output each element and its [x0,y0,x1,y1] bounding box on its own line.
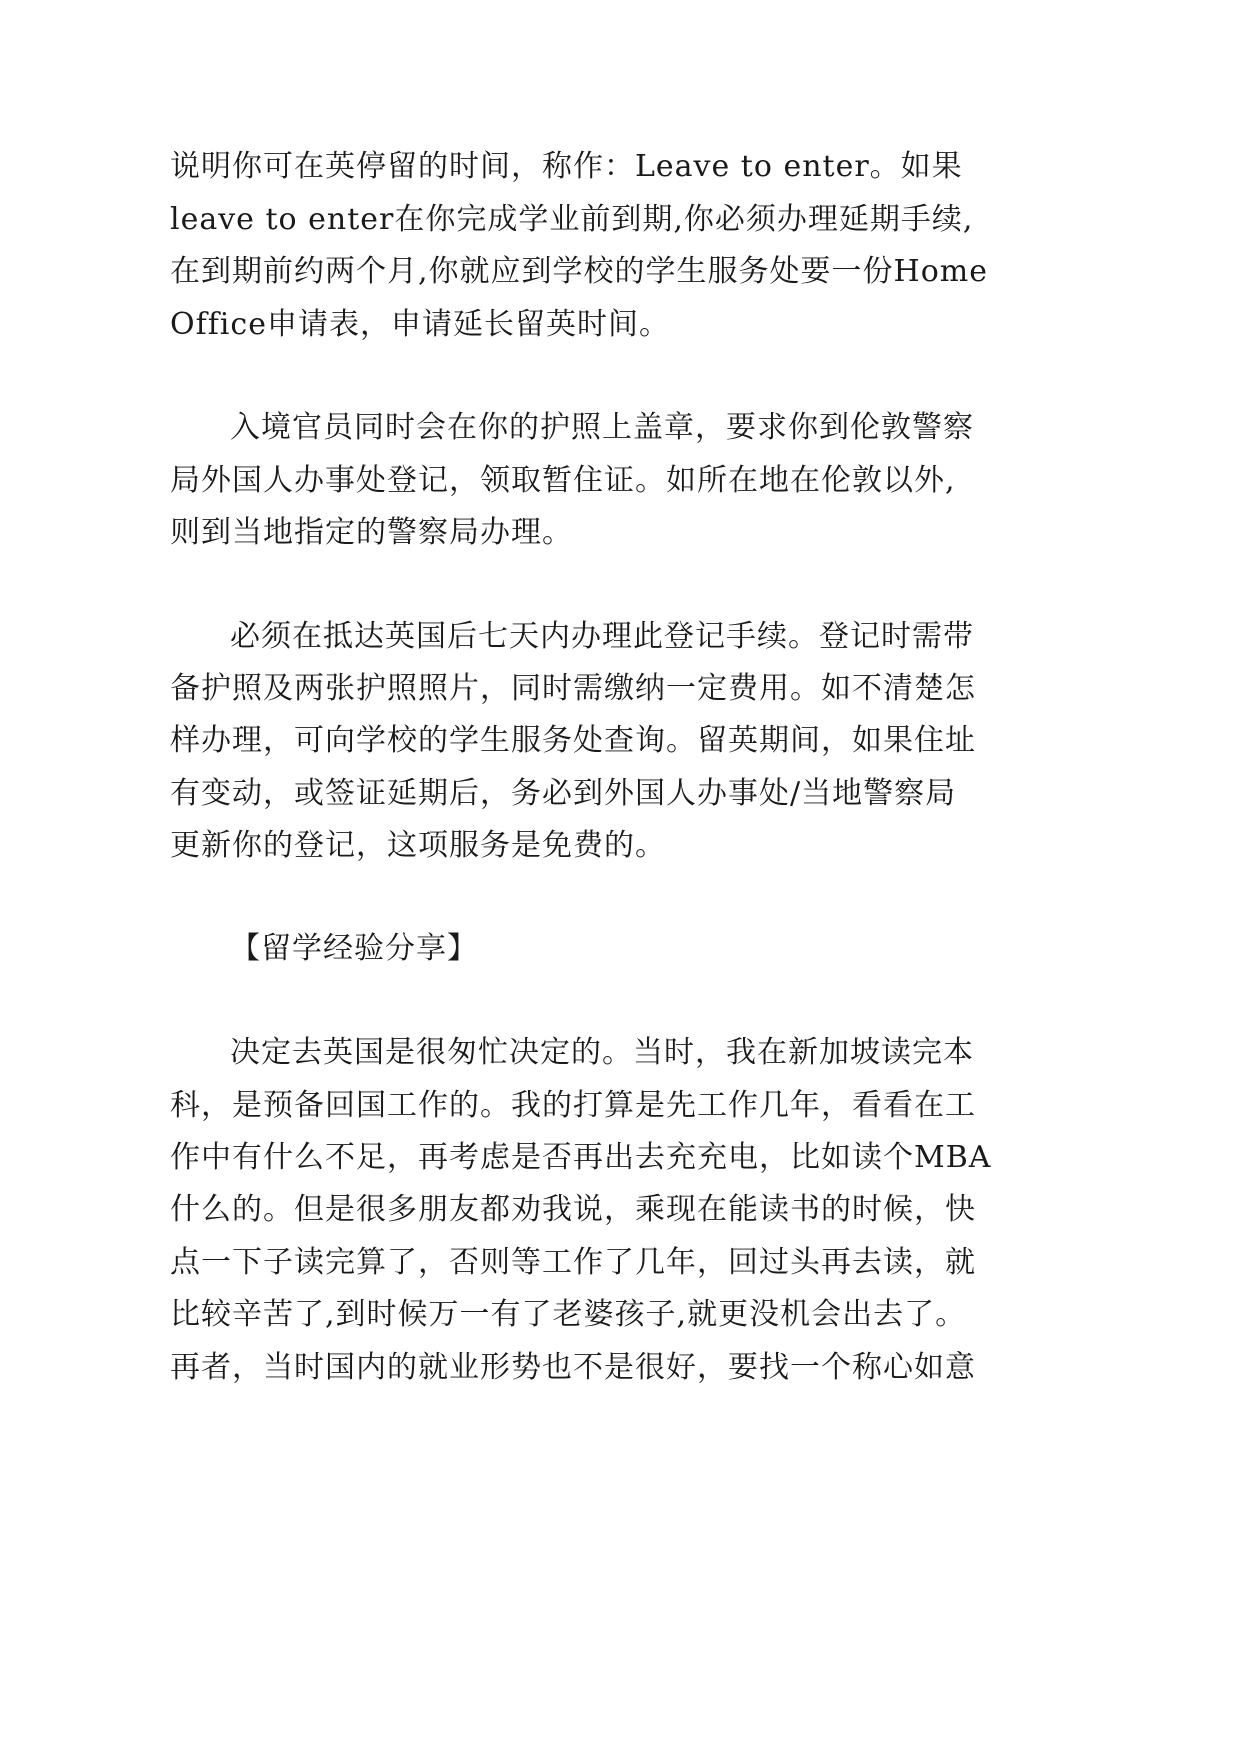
paragraph-line: 决定去英国是很匆忙决定的。当时，我在新加坡读完本 [230,1035,974,1070]
paragraph-line: 在到期前约两个月,你就应到学校的学生服务处要一份Home [170,254,988,289]
paragraph-line: 什么的。但是很多朋友都劝我说，乘现在能读书的时候，快 [170,1192,976,1227]
paragraph-line: 局外国人办事处登记，领取暂住证。如所在地在伦敦以外, [170,463,956,498]
paragraph-line: leave to enter在你完成学业前到期,你必须办理延期手续, [170,202,974,237]
paragraph-line: 有变动，或签证延期后，务必到外国人办事处/当地警察局 [170,776,957,811]
paragraph-line: 入境官员同时会在你的护照上盖章，要求你到伦敦警察 [230,410,974,445]
section-heading: 【留学经验分享】 [230,931,478,966]
paragraph-line: 说明你可在英停留的时间，称作：Leave to enter。如果 [170,149,963,184]
paragraph-line: 更新你的登记，这项服务是免费的。 [170,828,666,863]
paragraph-line: 点一下子读完算了，否则等工作了几年，回过头再去读，就 [170,1245,976,1280]
paragraph-line: 样办理，可向学校的学生服务处查询。留英期间，如果住址 [170,723,976,758]
paragraph-line: 必须在抵达英国后七天内办理此登记手续。登记时需带 [230,619,974,654]
paragraph-line: 再者，当时国内的就业形势也不是很好，要找一个称心如意 [170,1350,976,1385]
paragraph-line: 作中有什么不足，再考虑是否再出去充充电，比如读个MBA [170,1140,992,1175]
paragraph-line: Office申请表，申请延长留英时间。 [170,307,670,342]
paragraph-line: 科，是预备回国工作的。我的打算是先工作几年，看看在工 [170,1088,976,1123]
paragraph-line: 比较辛苦了,到时候万一有了老婆孩子,就更没机会出去了。 [170,1297,967,1332]
paragraph-line: 备护照及两张护照照片，同时需缴纳一定费用。如不清楚怎 [170,671,976,706]
paragraph-line: 则到当地指定的警察局办理。 [170,515,573,550]
